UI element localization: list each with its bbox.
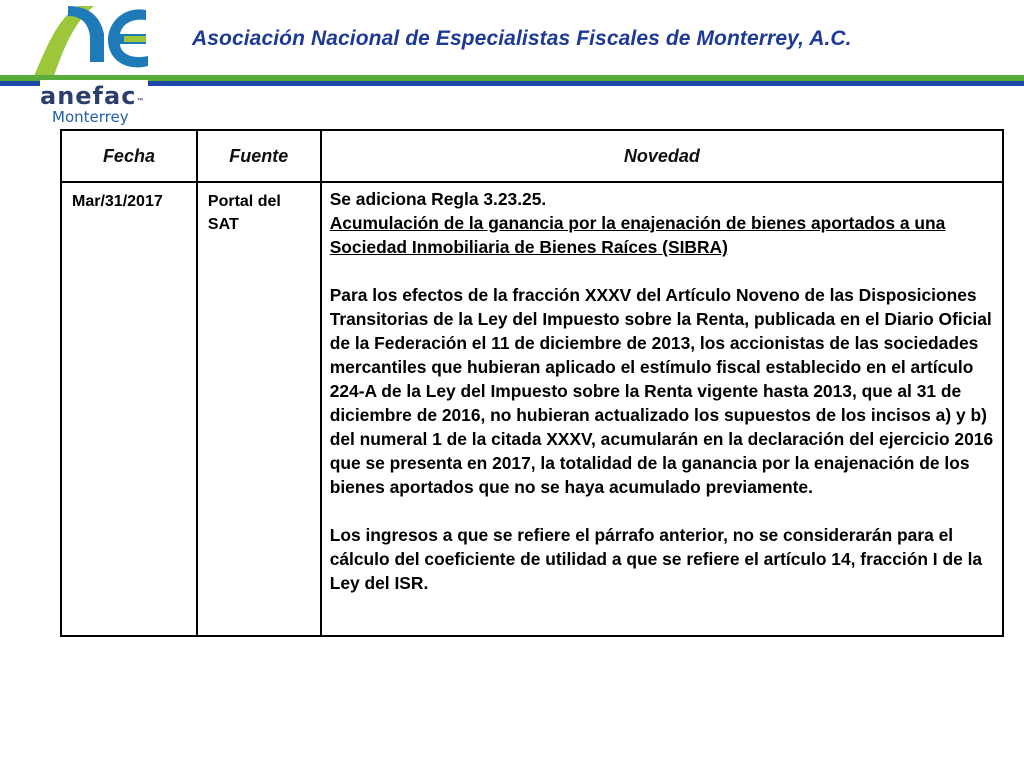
brand-trademark: ™	[136, 97, 145, 106]
novedad-paragraph-2: Los ingresos a que se refiere el párrafo anterior, no se considerarán para el cálculo del coeficiente de utilidad a que se refiere el artículo 14, fracción I de la Ley del ISR.	[329, 525, 983, 593]
rule-heading-link[interactable]: Acumulación de la ganancia por la enajenación de bienes aportados a una Sociedad Inmobiliaria de Bienes Raíces (SIBRA)	[329, 213, 946, 257]
novedades-table	[60, 129, 1004, 637]
header-novedad: Novedad	[321, 130, 1003, 182]
organization-title: Asociación Nacional de Especialistas Fiscales de Monterrey, A.C.	[192, 27, 852, 50]
cell-fuente: Portal del SAT	[197, 182, 321, 636]
cell-novedad	[321, 182, 1003, 636]
table-header-row	[61, 130, 1003, 182]
brand-name-text: anefac	[40, 82, 137, 110]
brand-city: Monterrey	[52, 108, 129, 126]
logo-blue-stroke	[68, 6, 104, 62]
table-row	[61, 182, 1003, 636]
header-fecha: Fecha	[61, 130, 197, 182]
rule-title: Se adiciona Regla 3.23.25.	[329, 189, 547, 209]
logo-e-accent	[124, 36, 146, 42]
cell-fecha: Mar/31/2017	[61, 182, 197, 636]
header-fuente: Fuente	[197, 130, 321, 182]
blue-divider	[0, 81, 1024, 86]
novedad-paragraph-1: Para los efectos de la fracción XXXV del Artículo Noveno de las Disposiciones Transitorias de la Ley del Impuesto sobre la Renta, publicada en el Diario Oficial de la Federación el 11 de diciembre de 2013, los accionistas de las sociedades mercantiles que hubieran aplicado el estímulo fiscal establecido en el artículo 224-A de la Ley del Impuesto sobre la Renta vigente hasta 2013, que al 31 de diciembre de 2016, no hubieran actualizado los supuestos de los incisos a) y b) del numeral 1 de la citada XXXV, acumularán en la declaración del ejercicio 2016 que se presenta en 2017, la totalidad de la ganancia por la enajenación de los bienes aportados que no se haya acumulado previamente.	[329, 285, 994, 497]
anefac-logo-icon	[28, 0, 168, 80]
